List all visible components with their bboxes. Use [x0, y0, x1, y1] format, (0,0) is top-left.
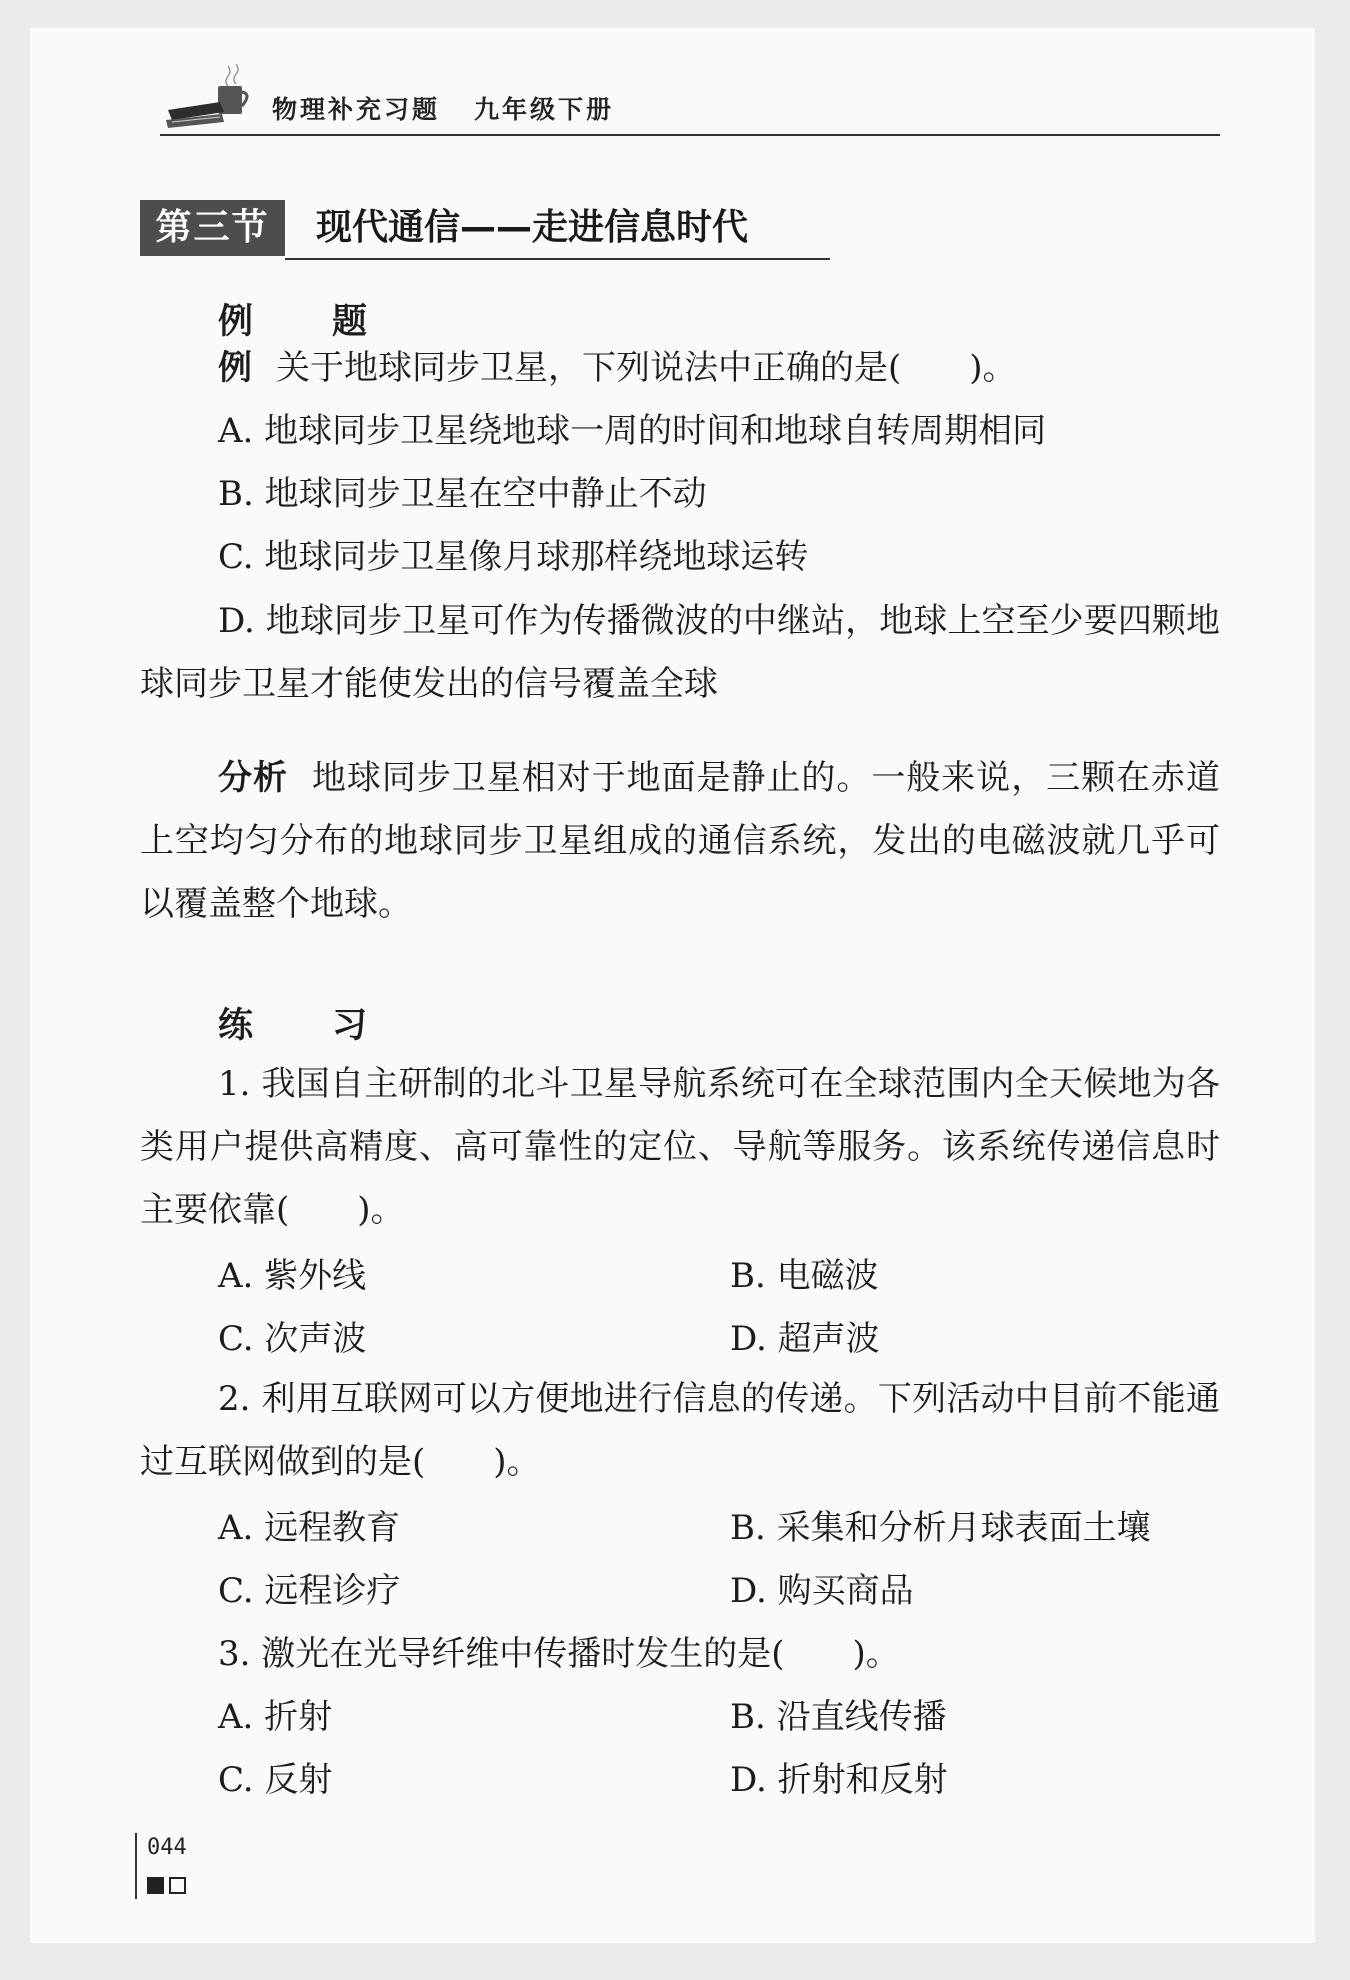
practice-heading: 练 习 — [218, 1006, 390, 1046]
example-option-c: C. 地球同步卫星像月球那样绕地球运转 — [218, 537, 809, 577]
section-badge: 第三节 — [140, 200, 285, 256]
question-2-option-d: D. 购买商品 — [730, 1571, 914, 1611]
section-rule — [285, 258, 830, 260]
question-3-option-c: C. 反射 — [218, 1760, 333, 1800]
book-title: 物理补充习题 — [272, 95, 441, 124]
question-2-option-c: C. 远程诊疗 — [218, 1571, 401, 1611]
question-1-option-d: D. 超声波 — [730, 1319, 880, 1359]
grade-label: 九年级下册 — [474, 95, 615, 124]
page-footer — [135, 1833, 215, 1903]
analysis-paragraph — [140, 747, 1220, 936]
filled-square-icon — [147, 1877, 164, 1894]
section-title: 现代通信——走进信息时代 — [316, 207, 749, 248]
books-and-cup-icon — [164, 62, 264, 132]
example-option-a: A. 地球同步卫星绕地球一周的时间和地球自转周期相同 — [218, 411, 1047, 451]
footer-bar — [135, 1833, 137, 1899]
question-1-option-b: B. 电磁波 — [730, 1256, 879, 1296]
section-title-bar — [140, 200, 830, 258]
question-2-option-a: A. 远程教育 — [218, 1508, 401, 1548]
example-option-d: D. 地球同步卫星可作为传播微波的中继站，地球上空至少要四颗地球同步卫星才能使发出的信号覆盖全球 — [140, 601, 1220, 704]
analysis-label: 分析 — [218, 758, 288, 798]
question-3-option-d: D. 折射和反射 — [730, 1760, 948, 1800]
page-number: 044 — [147, 1835, 187, 1860]
question-3-option-a: A. 折射 — [218, 1697, 333, 1737]
example-heading: 例 题 — [218, 302, 390, 342]
example-question — [218, 348, 1017, 388]
question-1-stem: 1. 我国自主研制的北斗卫星导航系统可在全球范围内全天候地为各类用户提供高精度、高可靠性的定位、导航等服务。该系统传递信息时主要依靠( )。 — [140, 1064, 1220, 1230]
header-text — [272, 90, 614, 126]
running-header — [160, 56, 1220, 136]
book-page — [30, 28, 1315, 1943]
example-question-text: 关于地球同步卫星，下列说法中正确的是( )。 — [276, 348, 1017, 388]
empty-square-icon — [169, 1877, 186, 1894]
question-2-option-b: B. 采集和分析月球表面土壤 — [730, 1508, 1151, 1548]
question-1-option-a: A. 紫外线 — [218, 1256, 367, 1296]
question-3-stem: 3. 激光在光导纤维中传播时发生的是( )。 — [218, 1634, 900, 1674]
analysis-text: 地球同步卫星相对于地面是静止的。一般来说，三颗在赤道上空均匀分布的地球同步卫星组成的通信系统，发出的电磁波就几乎可以覆盖整个地球。 — [140, 758, 1221, 924]
header-rule — [160, 134, 1220, 136]
question-2-stem: 2. 利用互联网可以方便地进行信息的传递。下列活动中目前不能通过互联网做到的是( )。 — [140, 1379, 1220, 1482]
question-1-option-c: C. 次声波 — [218, 1319, 367, 1359]
example-option-b: B. 地球同步卫星在空中静止不动 — [218, 474, 707, 514]
question-3-option-b: B. 沿直线传播 — [730, 1697, 947, 1737]
example-label: 例 — [218, 348, 252, 388]
